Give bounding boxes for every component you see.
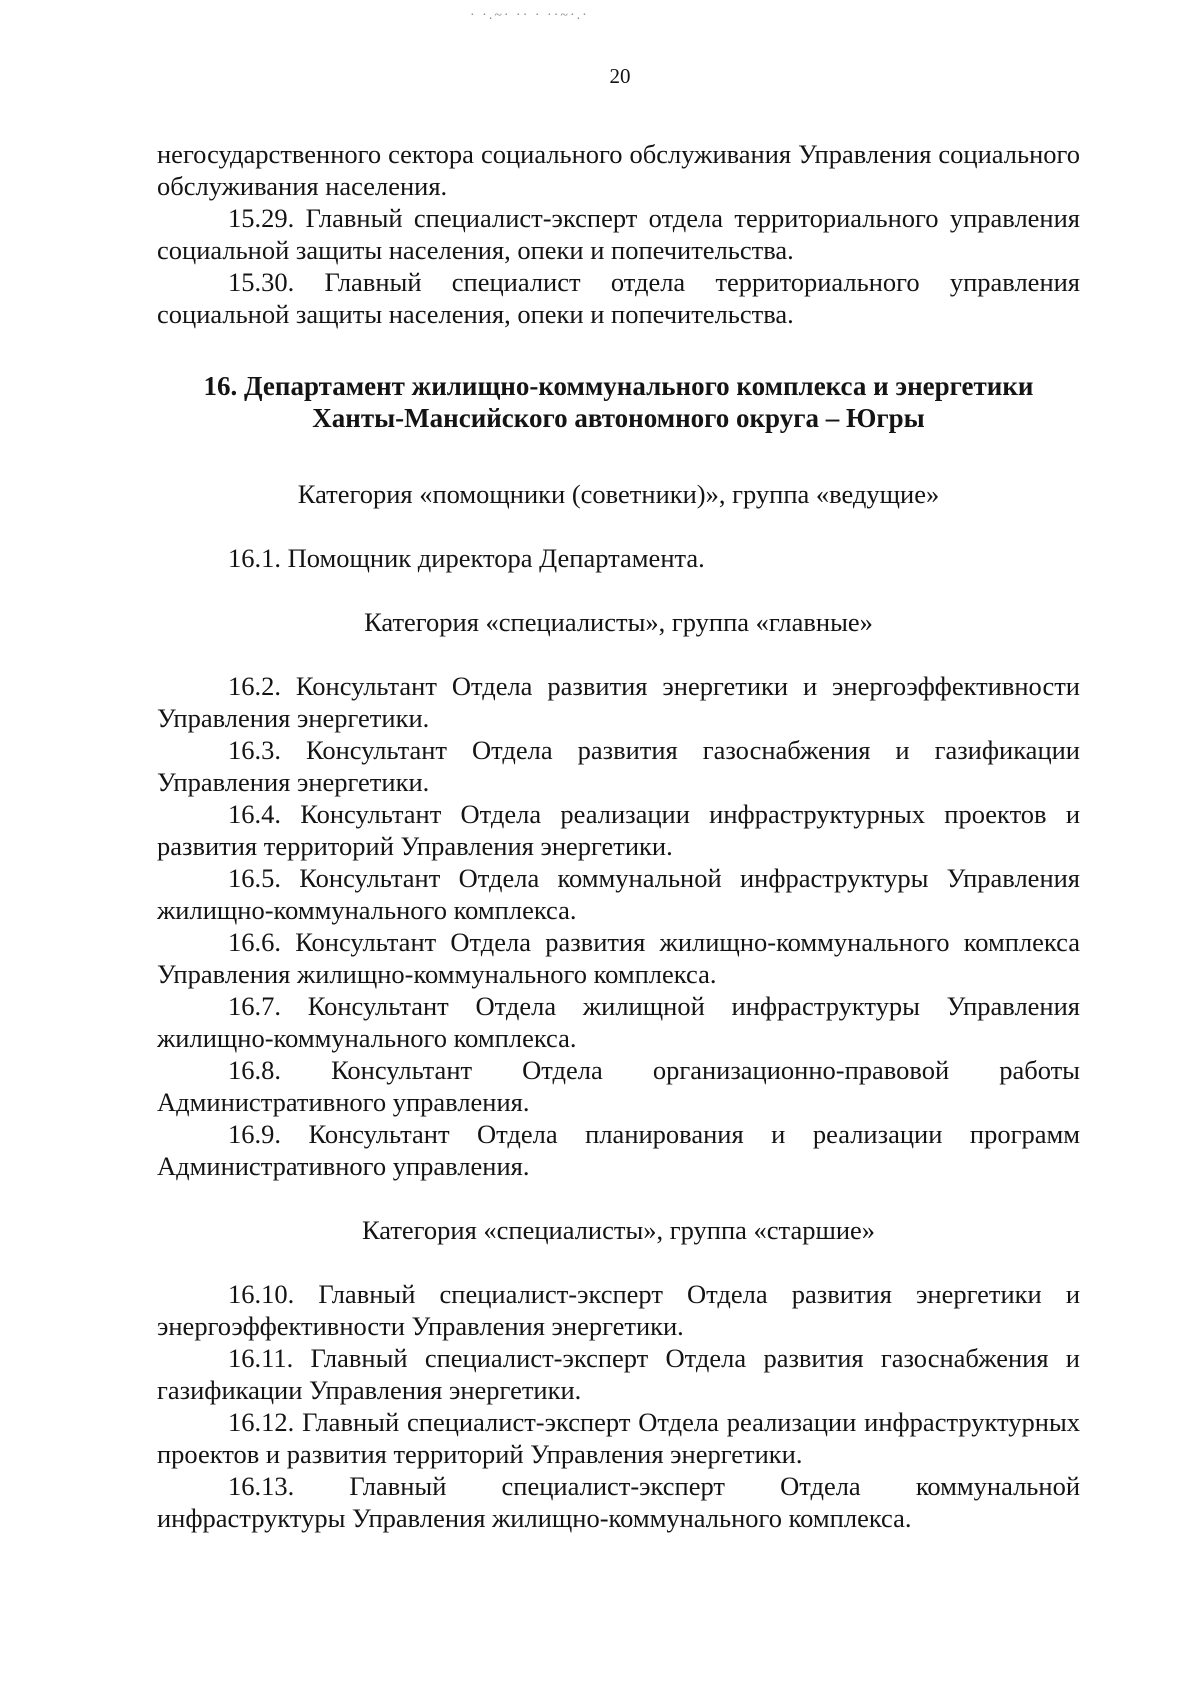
document-body: [157, 138, 1080, 1534]
list-item: 16.2. Консультант Отдела развития энергетики и энергоэффективности Управления энергетики.: [157, 671, 1080, 733]
list-item: 16.7. Консультант Отдела жилищной инфраструктуры Управления жилищно-коммунального комплекса.: [157, 991, 1080, 1053]
page-number: 20: [609, 64, 631, 88]
paragraph: 15.30. Главный специалист отдела территориального управления социальной защиты населения, опеки и попечительства.: [157, 267, 1080, 329]
list-item: 16.9. Консультант Отдела планирования и реализации программ Административного управления.: [157, 1119, 1080, 1181]
section-heading-line: 16. Департамент жилищно-коммунального комплекса и энергетики: [203, 371, 1034, 401]
list-item: 16.4. Консультант Отдела реализации инфраструктурных проектов и развития территорий Управления энергетики.: [157, 799, 1080, 861]
category-heading: Категория «специалисты», группа «старшие»: [361, 1215, 876, 1245]
section-heading: [157, 370, 1080, 434]
section-heading-line: Ханты-Мансийского автономного округа – Югры: [312, 403, 925, 433]
list-item: 16.11. Главный специалист-эксперт Отдела развития газоснабжения и газификации Управления энергетики.: [157, 1343, 1080, 1405]
list-item: 16.6. Консультант Отдела развития жилищно-коммунального комплекса Управления жилищно-коммунального комплекса.: [157, 927, 1080, 989]
list-item: 16.3. Консультант Отдела развития газоснабжения и газификации Управления энергетики.: [157, 735, 1080, 797]
list-item: 16.1. Помощник директора Департамента.: [228, 543, 705, 573]
list-item: 16.5. Консультант Отдела коммунальной инфраструктуры Управления жилищно-коммунального комплекса.: [157, 863, 1080, 925]
list-item: 16.10. Главный специалист-эксперт Отдела развития энергетики и энергоэффективности Управления энергетики.: [157, 1279, 1080, 1341]
list-item: 16.13. Главный специалист-эксперт Отдела коммунальной инфраструктуры Управления жилищно-коммунального комплекса.: [157, 1471, 1080, 1533]
paragraph: 15.29. Главный специалист-эксперт отдела территориального управления социальной защиты населения, опеки и попечительства.: [157, 203, 1080, 265]
paragraph: негосударственного сектора социального обслуживания Управления социального обслуживания населения.: [157, 139, 1080, 201]
scan-artifact: · ·.~· ·· · ··~·.·: [470, 8, 589, 23]
list-item: 16.12. Главный специалист-эксперт Отдела реализации инфраструктурных проектов и развития территорий Управления энергетики.: [157, 1407, 1080, 1469]
category-heading: Категория «специалисты», группа «главные»: [364, 607, 873, 637]
list-item: 16.8. Консультант Отдела организационно-правовой работы Административного управления.: [157, 1055, 1080, 1117]
category-heading: Категория «помощники (советники)», группа «ведущие»: [297, 479, 940, 509]
